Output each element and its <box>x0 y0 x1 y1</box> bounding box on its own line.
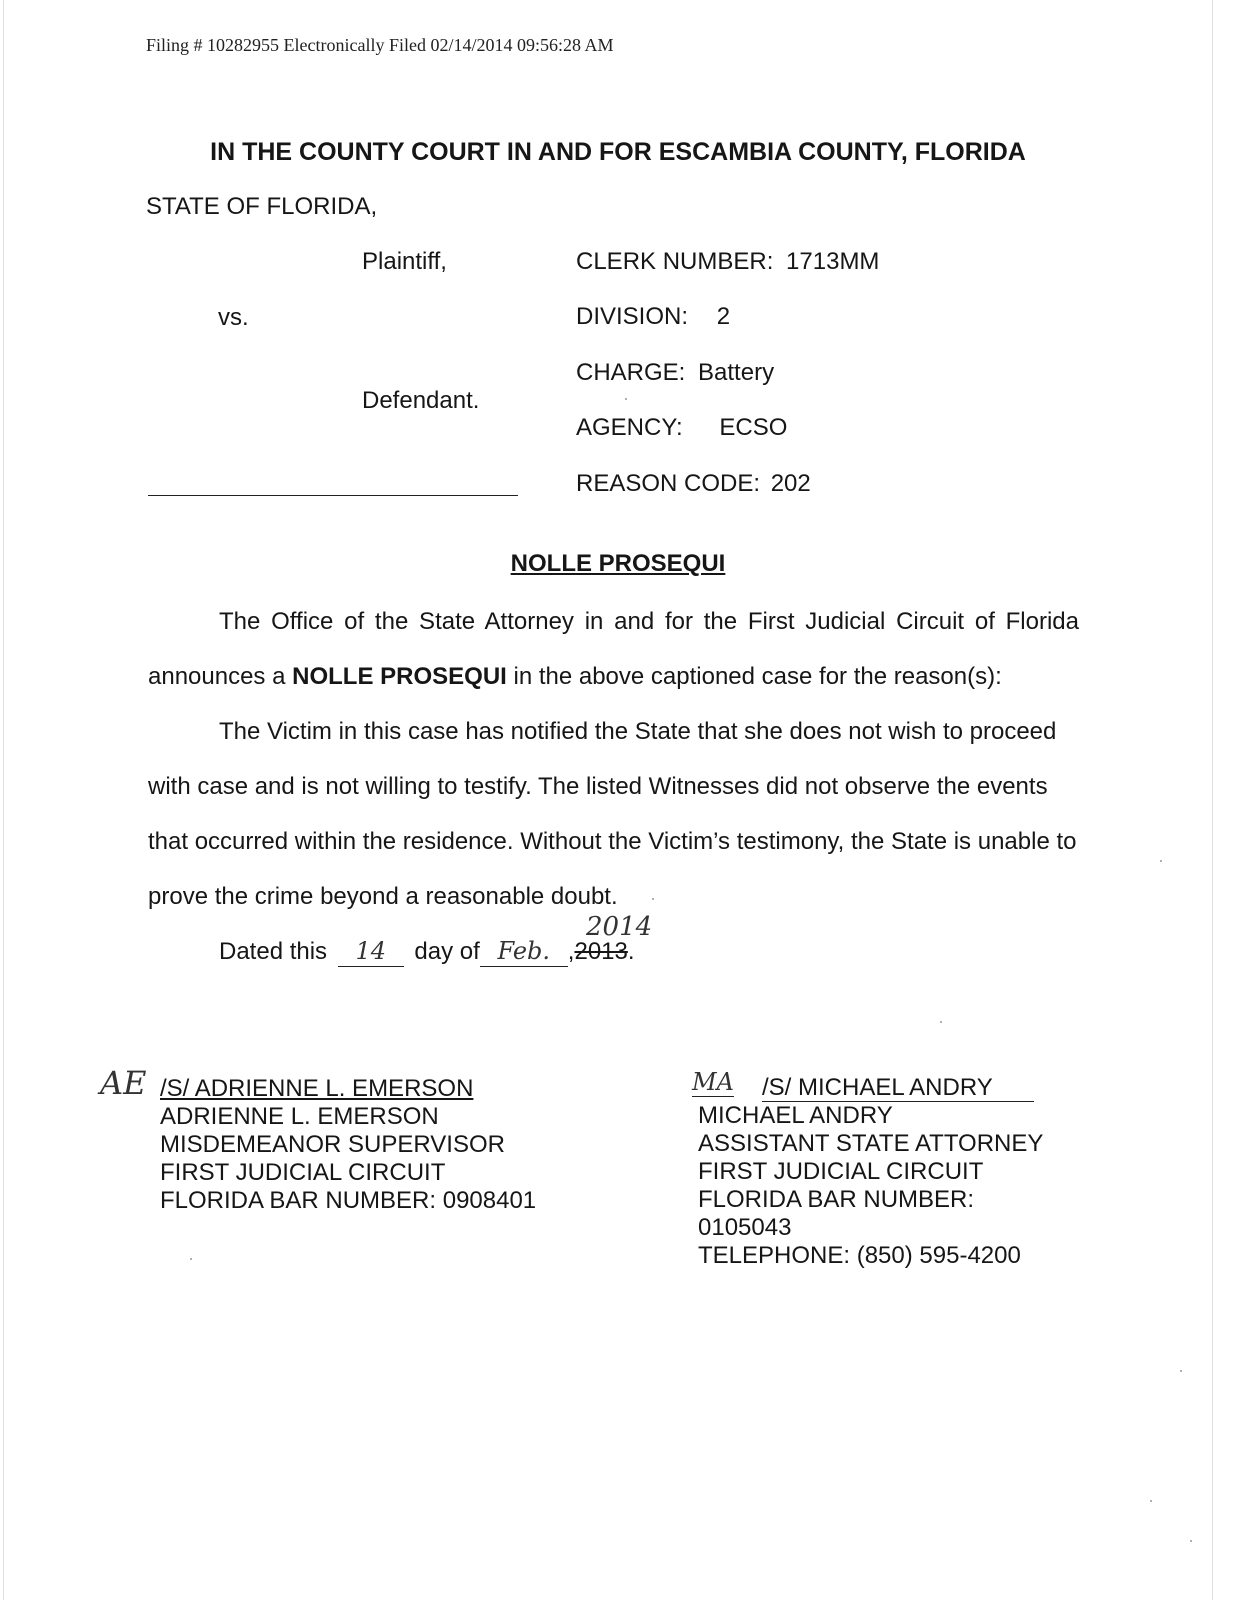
reason-line: prove the crime beyond a reasonable doubt. <box>148 883 618 910</box>
signer-title-right: ASSISTANT STATE ATTORNEY <box>698 1130 1044 1157</box>
intro-line-2 <box>148 663 1098 691</box>
signer-title-left: MISDEMEANOR SUPERVISOR <box>160 1131 505 1158</box>
signer-name-left: ADRIENNE L. EMERSON <box>160 1103 439 1130</box>
division-value: 2 <box>716 303 731 330</box>
reason-line: that occurred within the residence. Without the Victim’s testimony, the State is unable to <box>148 828 1077 855</box>
initials-left: AE <box>100 1064 147 1102</box>
clerk-number-label: CLERK NUMBER: <box>576 248 774 275</box>
charge-row <box>576 359 774 387</box>
scan-speck <box>1180 1370 1182 1372</box>
scan-speck <box>940 1021 942 1023</box>
scan-speck <box>652 898 654 900</box>
signer-bar-label-right: FLORIDA BAR NUMBER: <box>698 1186 975 1213</box>
intro-text-post: in the above captioned case for the reason(s): <box>506 663 1002 690</box>
scan-speck <box>1160 860 1162 862</box>
caption-divider <box>148 495 518 496</box>
signature-block-left <box>160 1075 536 1215</box>
reason-line: The Victim in this case has notified the State that she does not wish to proceed <box>219 718 1057 745</box>
agency-row <box>576 414 787 442</box>
dated-middle: day of <box>414 938 480 965</box>
signer-circuit-right: FIRST JUDICIAL CIRCUIT <box>698 1158 984 1185</box>
reason-code-value: 202 <box>770 470 811 497</box>
document-title: NOLLE PROSEQUI <box>510 550 726 577</box>
scan-edge-left <box>3 0 4 1600</box>
signer-phone-right: TELEPHONE: (850) 595-4200 <box>698 1242 1021 1269</box>
clerk-number-value: 1713MM <box>786 248 880 275</box>
scan-speck <box>190 1258 192 1260</box>
year-struck: 2013 <box>574 938 628 965</box>
year-handwritten: 2014 <box>586 912 653 942</box>
signature-block-right <box>698 1075 1043 1270</box>
initials-right: MA <box>692 1068 734 1096</box>
division-row <box>576 303 730 331</box>
dated-line: Dated this 14 day of Feb. ,2013. <box>219 937 635 965</box>
day-blank <box>338 937 404 967</box>
charge-label: CHARGE: <box>576 359 686 386</box>
dated-prefix: Dated this <box>219 938 328 965</box>
filing-stamp: Filing # 10282955 Electronically Filed 02/14/2014 09:56:28 AM <box>146 35 614 55</box>
month-blank <box>480 937 568 967</box>
month-handwritten: Feb. <box>497 937 551 965</box>
scan-speck <box>1190 1540 1192 1542</box>
reason-code-label: REASON CODE: <box>576 470 761 497</box>
agency-label: AGENCY: <box>576 414 683 441</box>
reason-line: with case and is not willing to testify. The listed Witnesses did not observe the events <box>148 773 1048 800</box>
scan-edge-right <box>1212 0 1213 1600</box>
dated-suffix: . <box>627 938 635 965</box>
agency-value: ECSO <box>719 414 788 441</box>
signer-bar-left: FLORIDA BAR NUMBER: 0908401 <box>160 1187 537 1214</box>
day-handwritten: 14 <box>355 937 386 965</box>
intro-text-bold: NOLLE PROSEQUI <box>292 663 507 690</box>
reason-code-row <box>576 470 811 498</box>
division-label: DIVISION: <box>576 303 689 330</box>
caption-plaintiff: Plaintiff, <box>362 248 447 275</box>
caption-vs: vs. <box>218 304 249 331</box>
sig-line-left: /S/ ADRIENNE L. EMERSON <box>160 1075 474 1102</box>
sig-line-right: /S/ MICHAEL ANDRY <box>762 1075 1034 1102</box>
intro-text-pre: announces a <box>148 663 293 690</box>
court-title: IN THE COUNTY COURT IN AND FOR ESCAMBIA COUNTY, FLORIDA <box>210 138 1026 166</box>
clerk-number-row <box>576 248 879 276</box>
signer-circuit-left: FIRST JUDICIAL CIRCUIT <box>160 1159 446 1186</box>
signer-name-right: MICHAEL ANDRY <box>698 1102 893 1129</box>
charge-value: Battery <box>698 359 775 386</box>
intro-line-1: The Office of the State Attorney in and for the First Judicial Circuit of Florida <box>219 608 1079 635</box>
signer-bar-value-right: 0105043 <box>698 1214 792 1241</box>
scan-speck <box>1150 1500 1152 1502</box>
caption-defendant: Defendant. <box>362 387 480 414</box>
caption-state: STATE OF FLORIDA, <box>146 193 378 220</box>
scan-speck <box>625 398 627 400</box>
